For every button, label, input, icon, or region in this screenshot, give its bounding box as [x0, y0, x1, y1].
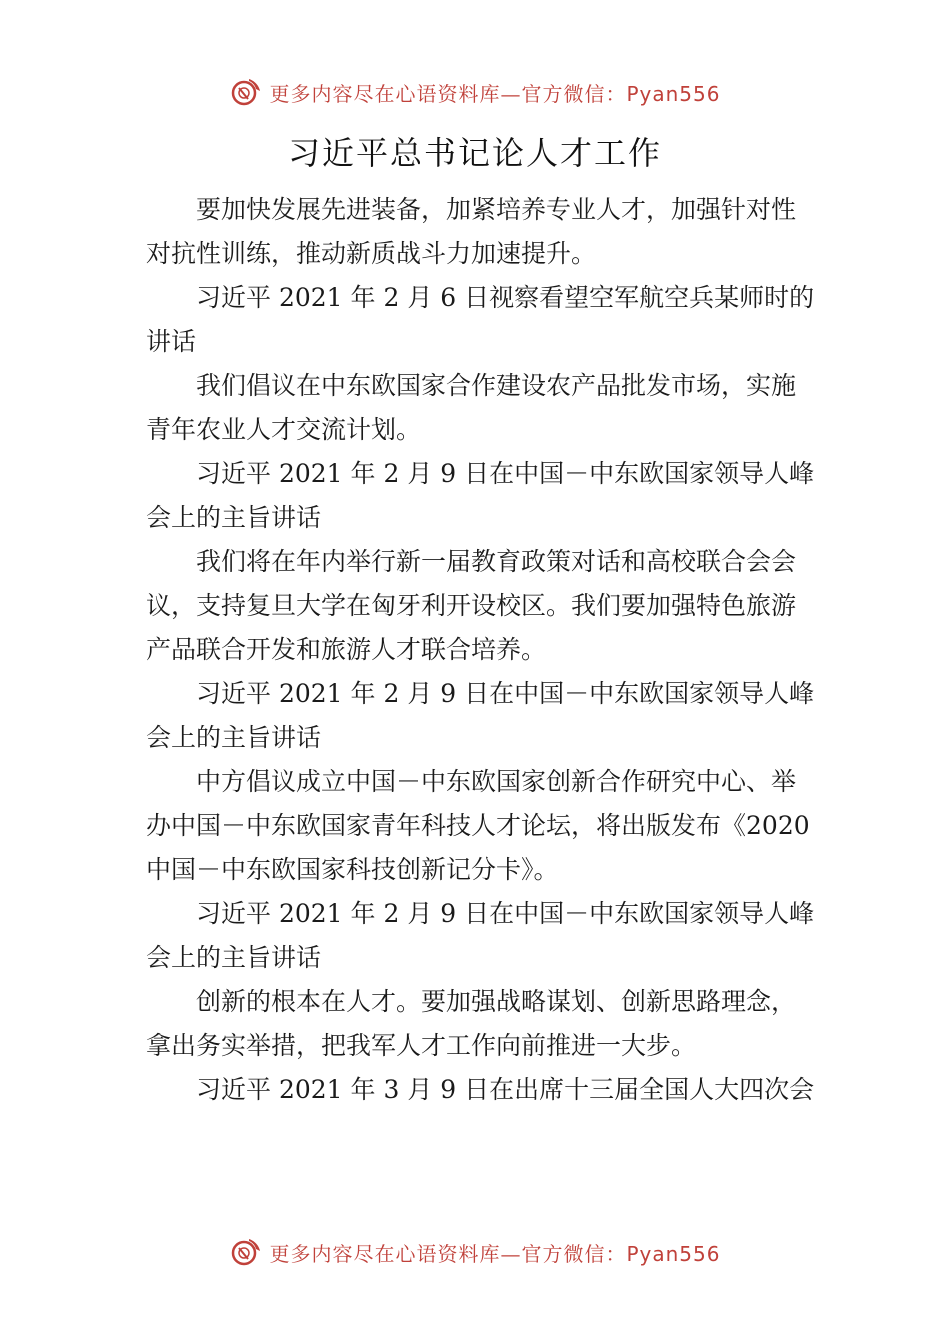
brand-logo-icon: [229, 75, 263, 109]
footer-banner-separator: —: [500, 1241, 522, 1266]
source-citation: 习近平 2021 年 2 月 9 日在中国－中东欧国家领导人峰会上的主旨讲话: [146, 459, 815, 532]
header-banner-title: 更多内容尽在心语资料库: [269, 81, 501, 106]
header-watermark-banner: [0, 72, 950, 112]
paragraph: 我们将在年内举行新一届教育政策对话和高校联合会会议，支持复旦大学在匈牙利开设校区。我们要加强特色旅游产品联合开发和旅游人才联合培养。: [146, 547, 797, 664]
footer-watermark-banner: [0, 1232, 950, 1272]
source-citation: 习近平 2021 年 3 月 9 日在出席十三届全国人大四次会: [196, 1075, 815, 1104]
header-banner-separator: —: [500, 81, 522, 106]
footer-banner-text: [269, 1238, 720, 1267]
source-citation: 习近平 2021 年 2 月 6 日视察看望空军航空兵某师时的讲话: [146, 283, 815, 356]
brand-logo-icon: [229, 1235, 263, 1269]
paragraph: 要加快发展先进装备，加紧培养专业人才，加强针对性对抗性训练，推动新质战斗力加速提升。: [146, 195, 797, 268]
document-body: [146, 188, 816, 1112]
paragraph: 我们倡议在中东欧国家合作建设农产品批发市场，实施青年农业人才交流计划。: [146, 371, 797, 444]
footer-banner-wechat: 官方微信：Pyan556: [521, 1241, 721, 1266]
document-title: 习近平总书记论人才工作: [287, 134, 662, 172]
footer-banner-title: 更多内容尽在心语资料库: [269, 1241, 501, 1266]
paragraph: 中方倡议成立中国－中东欧国家创新合作研究中心、举办中国－中东欧国家青年科技人才论坛，将出版发布《2020 中国－中东欧国家科技创新记分卡》。: [146, 767, 810, 884]
paragraph: 创新的根本在人才。要加强战略谋划、创新思路理念，拿出务实举措，把我军人才工作向前推进一大步。: [146, 987, 797, 1060]
header-banner-text: [269, 78, 720, 107]
source-citation: 习近平 2021 年 2 月 9 日在中国－中东欧国家领导人峰会上的主旨讲话: [146, 899, 815, 972]
source-citation: 习近平 2021 年 2 月 9 日在中国－中东欧国家领导人峰会上的主旨讲话: [146, 679, 815, 752]
header-banner-wechat: 官方微信：Pyan556: [521, 81, 721, 106]
